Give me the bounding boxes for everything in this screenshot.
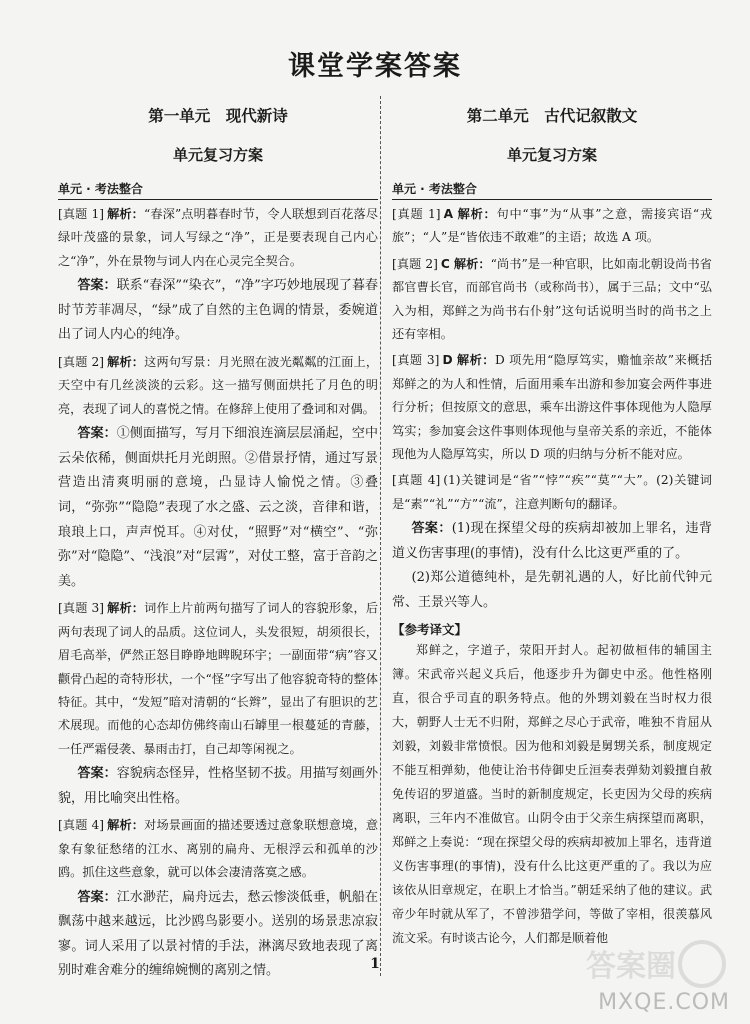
watermark-logo-text: 答案圈: [586, 949, 676, 984]
left-column: [58, 100, 378, 984]
analysis-label: 解析：: [457, 207, 497, 221]
answer-label: 答案：: [77, 426, 117, 442]
section-label: 单元 · 考法整合: [58, 180, 378, 200]
question-block: [58, 203, 378, 273]
question-block: [392, 203, 712, 250]
question-block: [58, 597, 378, 761]
answer: [58, 274, 378, 348]
analysis-text: “春深”点明暮春时节，令人联想到百花落尽绿叶茂盛的景象，词人写绿之“净”，正是要表现自己内心之“净”，外在景物与词人内在心灵完全契合。: [58, 207, 379, 268]
watermark-text: MXQE.COM: [598, 990, 730, 1015]
analysis-text: “尚书”是一种官职，比如南北朝设尚书省都官曹长官，而部官尚书（或称尚书），属于三品；文中“弘入为相，郑鲜之为尚书右仆射”这句话说明当时的尚书之上还有宰相。: [392, 256, 712, 342]
analysis-label: 解析：: [107, 601, 145, 616]
answer: [392, 517, 712, 566]
answer: [58, 762, 378, 811]
answer: [58, 422, 378, 594]
right-column: [392, 100, 712, 950]
section-title: 单元复习方案: [172, 146, 263, 164]
section-title: 单元复习方案: [506, 146, 597, 164]
question-block: [392, 253, 712, 347]
answer-text-2: (2)郑公道德纯朴，是先朝礼遇的人，好比前代钟元常、王景兴等人。: [392, 570, 712, 611]
column-divider: [380, 96, 381, 976]
analysis-text: 对场景画面的描述要透过意象联想意境，意象有象征愁绪的江水、离别的扁舟、无根浮云和孤单的沙鸥。抓住这些意象，就可以体会凄清落寞之感。: [58, 818, 379, 880]
unit-title: 第一单元 现代新诗: [148, 107, 288, 125]
question-tag: [真题 2]: [392, 256, 438, 271]
answer-text: 江水渺茫，扁舟远去，愁云惨淡低垂，帆船在飘荡中越来越远，比沙鸥鸟影要小。送别的场景悲凉寂寥。词人采用了以景衬情的手法，淋漓尽致地表现了离别时难舍难分的缠绵婉恻的离别之情。: [58, 889, 378, 979]
question-tag: [真题 3]: [392, 353, 440, 368]
answer-label: 答案：: [77, 889, 117, 905]
section-label: 单元 · 考法整合: [392, 180, 712, 200]
answer-label: 答案：: [411, 521, 452, 537]
analysis-label: 解析：: [107, 355, 145, 369]
question-tag: [真题 1]: [392, 207, 441, 221]
analysis-text: D 项先用“隐厚笃实，赡恤亲故”来概括郑鲜之的为人和性情，后面用乘车出游和参加宴会两件事进行分析；但按原文的意思，乘车出游这件事体现他为人隐厚笃实；参加宴会这件事则体现他与皇帝关系的亲近，不能体现他为人隐厚笃实，所以 D 项的归纳与分析不能对应。: [392, 353, 713, 462]
question-tag: [真题 2]: [58, 355, 105, 369]
analysis-label: 解析：: [456, 353, 495, 368]
answer-text: ①侧面描写，写月下细浪连滴层层涌起，空中云朵依稀，侧面烘托月光朗照。②借景抒情，通过写景营造出清爽明丽的意境，凸显诗人愉悦之情。③叠词，“弥弥”“隐隐”表现了水之盛、云之淡，音律和谐，琅琅上口，声声悦耳。④对仗，“照野”对“横空”、“弥弥”对“隐隐”、“浅浪”对“层霄”，对仗工整，富于音韵之美。: [58, 426, 378, 589]
analysis-label: 解析：: [106, 207, 144, 221]
question-block: [392, 469, 712, 516]
analysis-label: 解析：: [107, 818, 145, 833]
question-block: [392, 349, 712, 466]
page-title: 课堂学案答案: [288, 51, 462, 82]
reference-translation: 郑鲜之，字道子，荥阳开封人。起初做桓伟的辅国主簿。宋武帝兴起义兵后，他逐步升为御史中丞。他性格刚直，很合乎司直的职务特点。他的外甥刘毅在当时权力很大，朝野人士无不归附，郑鲜之尽心于武帝，唯独不肯屈从刘毅，刘毅非常愤恨。因为他和刘毅是舅甥关系，制度规定不能互相弹劾，他使让治书侍御史丘洹奏表弹劾刘毅擅自赦免传诏的罗道盛。当时的新制度规定，长吏因为父母的疾病离职，三年内不准做官。山阴令由于父亲生病探望而离职，郑鲜之上奏说：“现在探望父母的疾病却被加上罪名，违背道义伤害事理(的事情)，没有什么比这更严重的了。我以为应该依从旧章规定，在职上才恰当。”朝廷采纳了他的建议。武帝少年时就从军了，不曾涉猎学问，等做了宰相，很羡慕风流文采。有时谈古论今，人们都是顺着他: [392, 642, 712, 945]
answer-text: 联系“春深”“染衣”，“净”字巧妙地展现了暮春时节芳菲凋尽，“绿”成了自然的主色调的情景，委婉道出了词人内心的纯净。: [58, 278, 378, 343]
question-tag: [真题 3]: [58, 601, 105, 616]
answer-label: 答案：: [77, 766, 117, 782]
question-block: [58, 814, 378, 884]
reference-translation-title: 【参考译文】: [392, 621, 468, 637]
analysis-text: 词作上片前两句描写了词人的容貌形象，后两句表现了词人的品质。这位词人，头发很短，胡须很长，眉毛高举，俨然正怒目睁睁地睥睨环宇；一副面带“病”容又颧骨凸起的奇特形状，一个“怪”字写出了他容貌奇特的整体特征。其中，“发短”暗对清朝的“长辫”，显出了有胆识的艺术展现。而他的心态却仿佛终南山石罅里一根蔓延的青藤，一任严霜侵袭、暴雨击打，自己却等闲视之。: [58, 601, 379, 756]
analysis-text: 这两句写景：月光照在波光粼粼的江面上，天空中有几丝淡淡的云彩。这一描写侧面烘托了月色的明亮，表现了词人的喜悦之情。在修辞上使用了叠词和对偶。: [58, 355, 379, 416]
question-tag: [真题 4]: [58, 818, 105, 833]
answer-letter: D: [442, 353, 453, 368]
answer-label: 答案：: [77, 278, 117, 294]
question-tag: [真题 4]: [392, 473, 441, 488]
analysis-text: 句中“事”为“从事”之意，需接宾语“戎旅”；“人”是“皆依违不敢难”的主语；故选 A 项。: [392, 207, 713, 245]
answer-letter: C: [440, 256, 450, 271]
analysis-text: (1)关键词是“省”“悖”“疾”“莫”“大”。(2)关键词是“素”“礼”“方”“流”，注意判断句的翻译。: [392, 473, 712, 511]
analysis-label: 解析：: [453, 256, 491, 271]
question-block: [58, 351, 378, 421]
answer-text: 容貌病态怪异，性格坚韧不拔。用描写刻画外貌，用比喻突出性格。: [58, 766, 378, 806]
answer-letter: A: [443, 207, 454, 221]
answer-text: (1)现在探望父母的疾病却被加上罪名，违背道义伤害事理(的事情)，没有什么比这更严重的了。: [392, 521, 712, 561]
unit-title: 第二单元 古代记叙散文: [466, 107, 638, 125]
page-number: 1: [370, 956, 380, 972]
question-tag: [真题 1]: [58, 207, 104, 221]
